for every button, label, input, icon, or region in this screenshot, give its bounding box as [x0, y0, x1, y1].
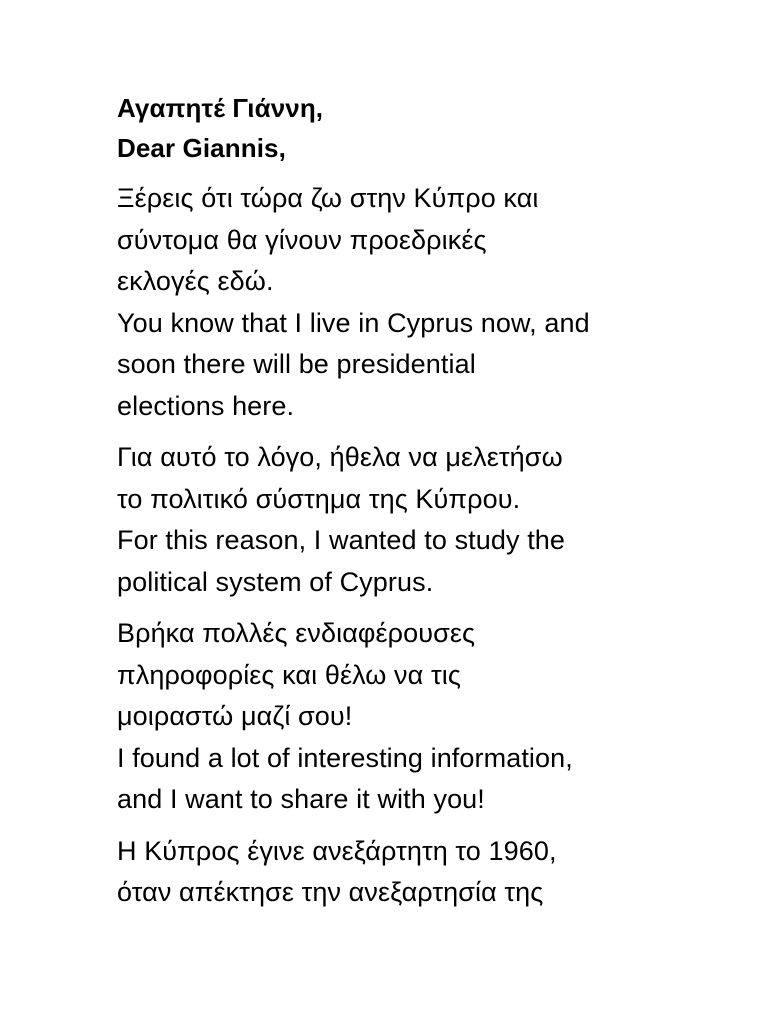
- paragraph-line: Για αυτό το λόγο, ήθελα να μελετήσω: [117, 442, 563, 472]
- paragraph-line: and I want to share it with you!: [117, 784, 485, 814]
- paragraph-line: elections here.: [117, 390, 295, 421]
- paragraph-line: For this reason, I wanted to study the: [117, 525, 566, 555]
- paragraph-line: το πολιτικό σύστημα της Κύπρου.: [117, 483, 521, 514]
- paragraph-line: πληροφορίες και θέλω να τις: [117, 659, 461, 690]
- paragraph-1: [117, 178, 677, 427]
- greeting-greek: Αγαπητέ Γιάννη,: [117, 93, 324, 123]
- paragraph-line: σύντομα θα γίνουν προεδρικές: [117, 224, 487, 255]
- paragraph-4: [117, 831, 677, 914]
- paragraph-line: μοιραστώ μαζί σου!: [117, 701, 353, 731]
- paragraph-line: You know that I live in Cyprus now, and: [117, 307, 590, 338]
- letter-body: [117, 88, 677, 924]
- paragraph-line: Βρήκα πολλές ενδιαφέρουσες: [117, 618, 476, 648]
- paragraph-line: Ξέρεις ότι τώρα ζω στην Κύπρο και: [117, 183, 539, 213]
- paragraph-3: [117, 613, 677, 821]
- greeting-english: Dear Giannis,: [117, 133, 286, 163]
- paragraph-line: political system of Cyprus.: [117, 566, 434, 597]
- greeting-block: [117, 88, 677, 168]
- paragraph-line: I found a lot of interesting information,: [117, 742, 573, 773]
- paragraph-line: soon there will be presidential: [117, 349, 476, 379]
- paragraph-line: εκλογές εδώ.: [117, 266, 274, 296]
- paragraph-2: [117, 437, 677, 603]
- paragraph-line: όταν απέκτησε την ανεξαρτησία της: [117, 877, 544, 907]
- paragraph-line: Η Κύπρος έγινε ανεξάρτητη το 1960,: [117, 835, 557, 866]
